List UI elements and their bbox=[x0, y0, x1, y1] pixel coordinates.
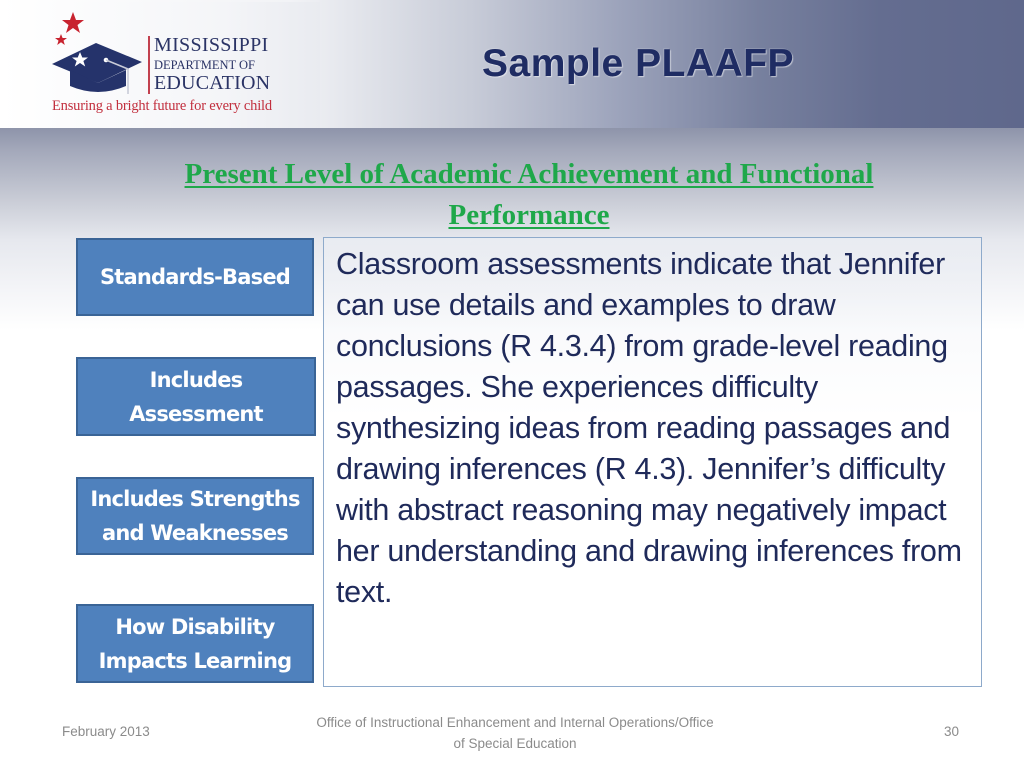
criteria-box-includes-assessment bbox=[76, 357, 316, 436]
logo-divider bbox=[148, 36, 150, 94]
criteria-box-standards-based bbox=[76, 238, 314, 316]
logo-text-department: DEPARTMENT OF bbox=[154, 58, 256, 72]
logo-tagline: Ensuring a bright future for every child bbox=[52, 98, 272, 114]
slide-title: Sample PLAAFP bbox=[482, 42, 795, 85]
footer-office: Office of Instructional Enhancement and Internal Operations/Office of Special Education bbox=[316, 715, 714, 751]
criteria-box-label: Standards-Based bbox=[99, 265, 291, 289]
criteria-box-label: How Disability Impacts Learning bbox=[98, 614, 292, 673]
criteria-box-label: Includes Assessment bbox=[129, 367, 263, 426]
slide-header bbox=[0, 0, 1024, 128]
plaafp-sample-text: Classroom assessments indicate that Jennifer can use details and examples to draw conclusions (R 4.3.4) from grade-level reading passages. She experiences difficulty synthesizing ideas from reading passages and drawing inferences (R 4.3). Jennifer’s difficulty with abstract reasoning may negatively impact her understanding and drawing inferences from text. bbox=[336, 247, 962, 609]
graduation-cap-with-stars-icon bbox=[50, 12, 148, 98]
criteria-box-strengths-weaknesses bbox=[76, 477, 314, 555]
footer-date: February 2013 bbox=[62, 724, 150, 739]
plaafp-sample-textbox bbox=[323, 237, 982, 687]
slide-subtitle: Present Level of Academic Achievement and Functional Performance bbox=[184, 158, 874, 231]
footer-page-number: 30 bbox=[944, 724, 960, 739]
mde-logo bbox=[2, 2, 320, 128]
logo-text-mississippi: MISSISSIPPI bbox=[154, 34, 269, 56]
logo-text-education: EDUCATION bbox=[154, 72, 271, 94]
criteria-box-label: Includes Strengths and Weaknesses bbox=[90, 487, 300, 545]
criteria-box-disability-impact bbox=[76, 604, 314, 683]
